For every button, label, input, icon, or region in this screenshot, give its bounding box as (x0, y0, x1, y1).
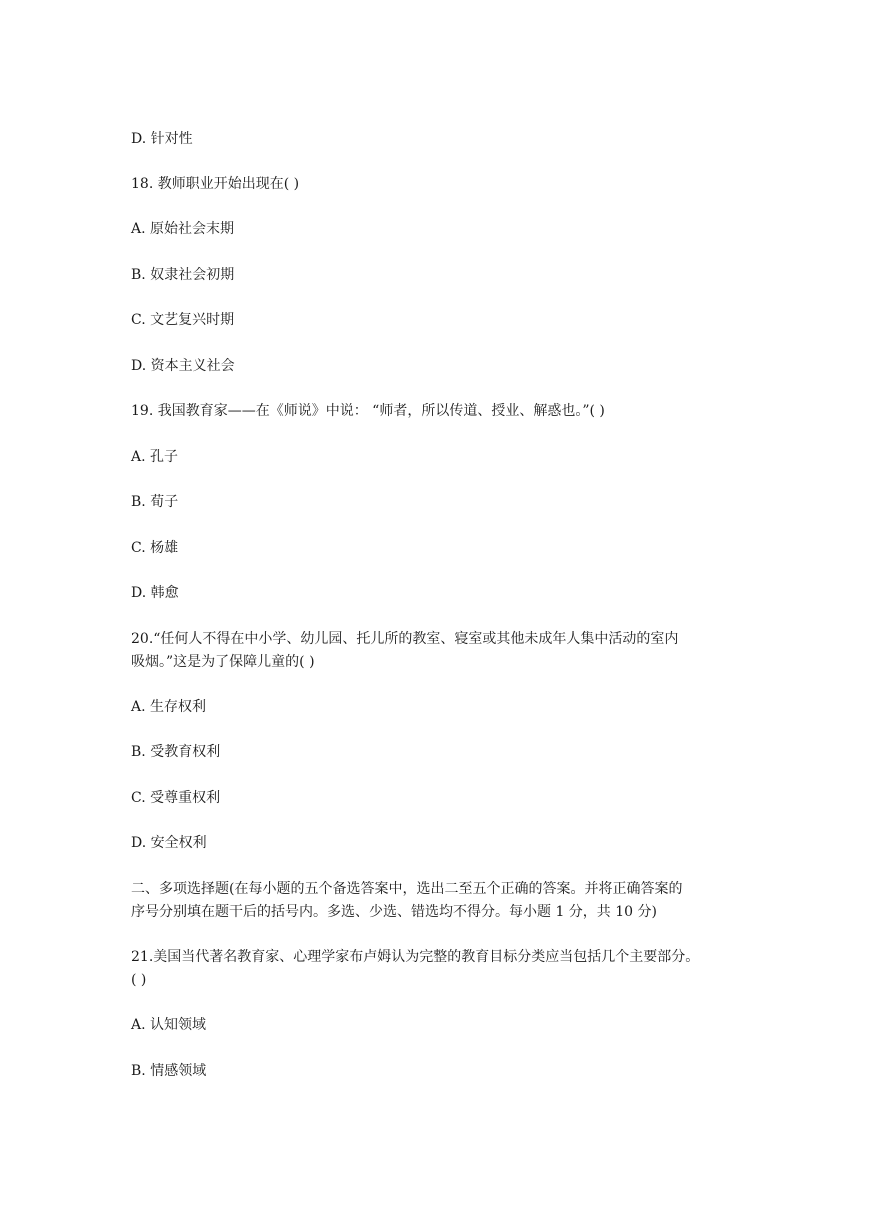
q21-option-b: B. 情感领域 (131, 1063, 207, 1079)
q20-stem-line2: 吸烟。”这是为了保障儿童的( ) (131, 654, 315, 670)
q20-option-d: D. 安全权利 (131, 835, 207, 851)
q19-option-c: C. 杨雄 (131, 540, 179, 556)
q18-option-d: D. 资本主义社会 (131, 358, 235, 374)
q19-option-b: B. 荀子 (131, 494, 179, 510)
q17-option-d: D. 针对性 (131, 131, 193, 147)
q19-option-a: A. 孔子 (131, 449, 179, 465)
section2-heading-line1: 二、多项选择题(在每小题的五个备选答案中，选出二至五个正确的答案。并将正确答案的 (131, 881, 683, 897)
q20-stem-line1: 20.“任何人不得在中小学、幼儿园、托儿所的教室、寝室或其他未成年人集中活动的室内 (131, 631, 679, 647)
q18-option-b: B. 奴隶社会初期 (131, 267, 235, 283)
q18-stem: 18. 教师职业开始出现在( ) (131, 176, 300, 192)
q20-option-c: C. 受尊重权利 (131, 790, 221, 806)
q20-option-b: B. 受教育权利 (131, 744, 221, 760)
q21-stem-line1: 21.美国当代著名教育家、心理学家布卢姆认为完整的教育目标分类应当包括几个主要部分。 (131, 949, 700, 965)
q21-option-a: A. 认知领域 (131, 1017, 207, 1033)
q20-option-a: A. 生存权利 (131, 699, 207, 715)
q18-option-c: C. 文艺复兴时期 (131, 312, 235, 328)
q19-option-d: D. 韩愈 (131, 585, 179, 601)
q19-stem: 19. 我国教育家——在《师说》中说： “师者，所以传道、授业、解惑也。”( ) (131, 403, 605, 419)
section2-heading-line2: 序号分别填在题干后的括号内。多选、少选、错选均不得分。每小题 1 分，共 10 分) (131, 904, 657, 920)
q21-stem-line2: ( ) (131, 972, 147, 988)
q18-option-a: A. 原始社会末期 (131, 221, 235, 237)
